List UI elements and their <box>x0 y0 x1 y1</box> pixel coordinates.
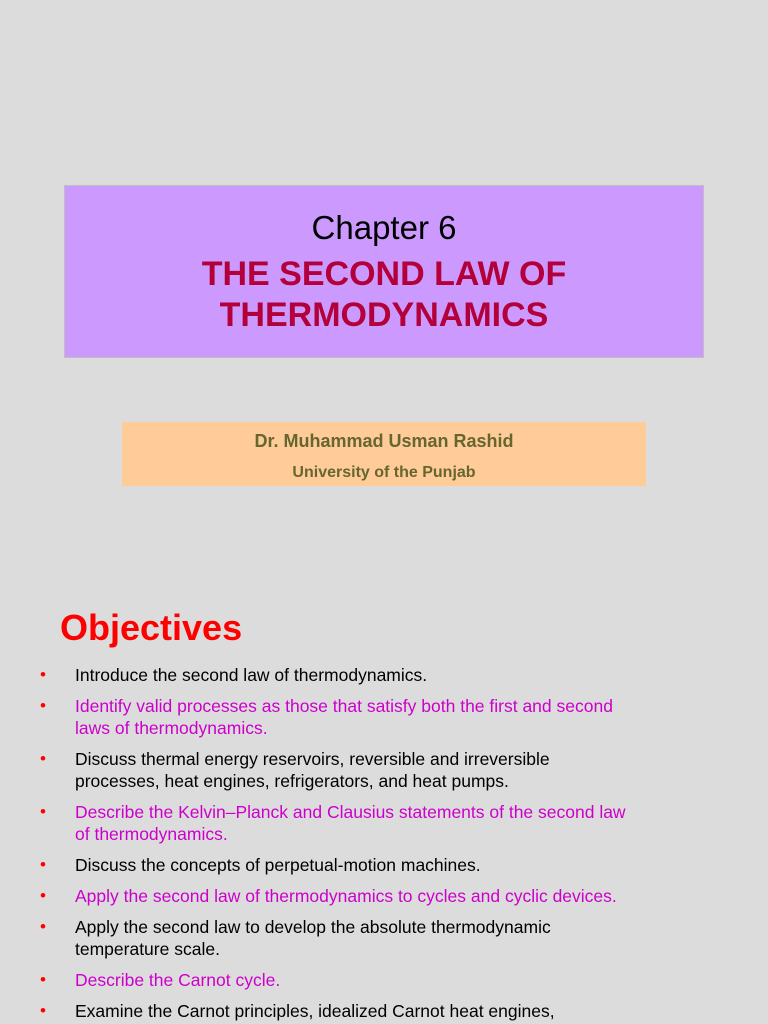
objectives-heading: Objectives <box>60 607 243 648</box>
bullet-icon: • <box>40 917 46 936</box>
author-affiliation: University of the Punjab <box>292 464 476 481</box>
bullet-icon: • <box>40 970 46 989</box>
objective-item <box>40 664 700 686</box>
objective-text-line-1: Introduce the second law of thermodynamics. <box>75 665 428 685</box>
title-box <box>64 185 704 358</box>
objective-text-line-2: processes, heat engines, refrigerators, and heat pumps. <box>75 771 509 791</box>
objective-item <box>40 748 700 792</box>
objective-text-line-2: temperature scale. <box>75 939 220 959</box>
objective-text-line-1: Identify valid processes as those that satisfy both the first and second <box>75 696 613 716</box>
objective-item <box>40 854 700 876</box>
objective-item <box>40 969 700 991</box>
author-name: Dr. Muhammad Usman Rashid <box>254 431 514 451</box>
chapter-label: Chapter 6 <box>311 209 457 246</box>
chapter-title <box>65 254 703 336</box>
chapter-title-line-1: THE SECOND LAW OF <box>201 255 567 293</box>
objective-item <box>40 916 700 960</box>
bullet-icon: • <box>40 855 46 874</box>
objective-text-line-1: Describe the Carnot cycle. <box>75 970 281 990</box>
bullet-icon: • <box>40 665 46 684</box>
objective-text-line-1: Discuss thermal energy reservoirs, reversible and irreversible <box>75 749 550 769</box>
objective-text-line-1: Examine the Carnot principles, idealized Carnot heat engines, <box>75 1001 555 1021</box>
objective-text-line-1: Apply the second law to develop the absolute thermodynamic <box>75 917 551 937</box>
bullet-icon: • <box>40 886 46 905</box>
objective-text-line-2: laws of thermodynamics. <box>75 718 268 738</box>
objective-item <box>40 1000 700 1022</box>
objective-item <box>40 885 700 907</box>
bullet-icon: • <box>40 1001 46 1020</box>
objective-item <box>40 801 700 845</box>
author-box <box>122 422 646 486</box>
objective-text-line-2: of thermodynamics. <box>75 824 228 844</box>
objective-text-line-1: Apply the second law of thermodynamics to cycles and cyclic devices. <box>75 886 617 906</box>
objective-text-line-1: Describe the Kelvin–Planck and Clausius statements of the second law <box>75 802 626 822</box>
bullet-icon: • <box>40 802 46 821</box>
chapter-title-line-2: THERMODYNAMICS <box>219 296 549 334</box>
objective-text-line-1: Discuss the concepts of perpetual-motion machines. <box>75 855 481 875</box>
objective-item <box>40 695 700 739</box>
objectives-list <box>40 664 700 1024</box>
bullet-icon: • <box>40 696 46 715</box>
bullet-icon: • <box>40 749 46 768</box>
